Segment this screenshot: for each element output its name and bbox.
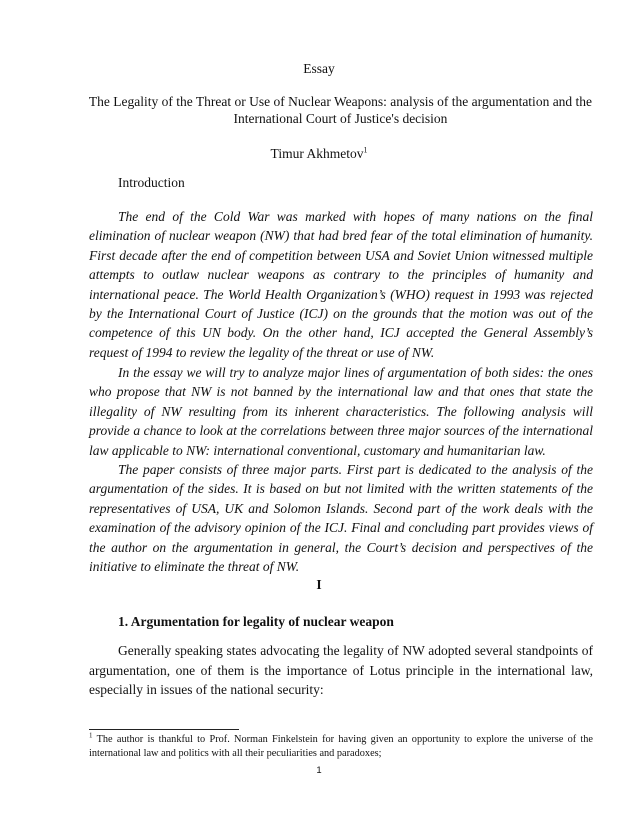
introduction-paragraph: The paper consists of three major parts. First part is dedicated to the analysis of the argumentation of the sides. It is based on but not limited with the written statements of the representatives of USA, UK and Solomon Islands. Second part of the work deals with the examination of the advisory opinion of the ICJ. Final and concluding part provides views of the author on the argumentation in general, the Court’s decision and perspectives of the initiative to eliminate the threat of NW. (89, 462, 593, 575)
essay-label: Essay (303, 61, 335, 76)
essay-title: The Legality of the Threat or Use of Nuclear Weapons: analysis of the argumentation and the International Court of Justice's decision (88, 94, 593, 126)
introduction-heading: Introduction (118, 175, 185, 190)
footnote-mark: 1 (89, 731, 93, 740)
author-line (0, 146, 638, 162)
footnote-text: The author is thankful to Prof. Norman Finkelstein for having given an opportunity to explore the universe of the international law and politics with all their peculiarities and paradoxes; (89, 734, 593, 759)
page-number: 1 (316, 765, 322, 776)
introduction-paragraph: The end of the Cold War was marked with hopes of many nations on the final elimination of nuclear weapon (NW) that had bred fear of the total elimination of humanity. First decade after the end of competition between USA and Soviet Union witnessed multiple attempts to outlaw nuclear weapons as contrary to the principles of humanity and international peace. The World Health Organization’s (WHO) request in 1993 was rejected by the International Court of Justice (ICJ) on the grounds that the motion was out of the competence of this UN body. On the other hand, ICJ accepted the General Assembly’s request of 1994 to review the legality of the threat or use of NW. (89, 209, 593, 360)
section-numeral: I (316, 577, 322, 592)
body-paragraph: Generally speaking states advocating the legality of NW adopted several standpoints of argumentation, one of them is the importance of Lotus principle in the international law, especially in issues of the national security: (89, 643, 593, 698)
author-name: Timur Akhmetov (270, 146, 364, 161)
author-footnote-mark: 1 (363, 145, 368, 155)
footnote-divider (89, 729, 239, 730)
section-heading: 1. Argumentation for legality of nuclear weapon (118, 614, 394, 629)
footnote (89, 733, 593, 761)
introduction-paragraph: In the essay we will try to analyze major lines of argumentation of both sides: the ones who propose that NW is not banned by the international law and that ones that state the illegality of NW resulting from its inherent characteristics. The following analysis will provide a chance to look at the correlations between three major sources of the international law applicable to NW: international conventional, customary and humanitarian law. (89, 365, 593, 458)
